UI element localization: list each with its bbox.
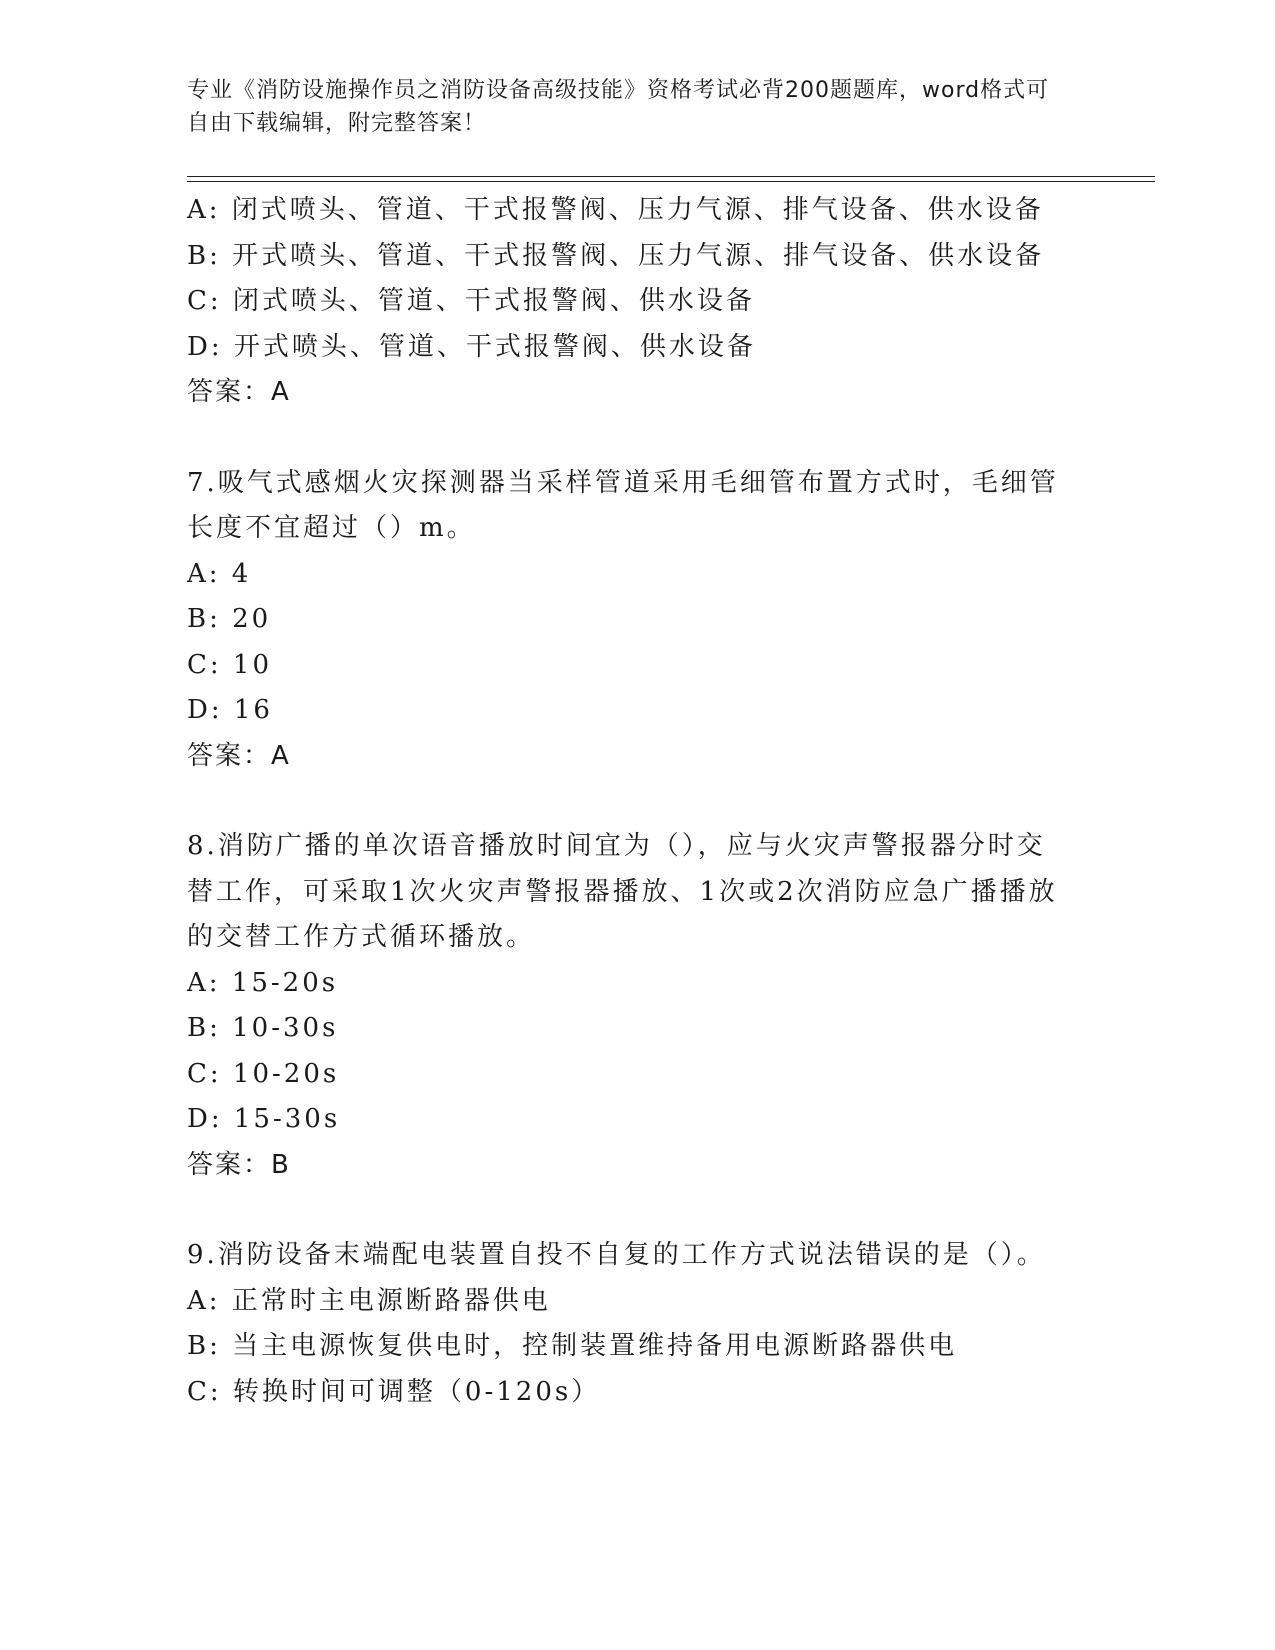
option-b: B: 10-30s <box>187 1013 339 1043</box>
spacer <box>187 1188 1087 1233</box>
question-8 <box>187 824 1087 1188</box>
question-stem-cont: 替工作，可采取1次火灾声警报器播放、1次或2次消防应急广播播放 <box>187 876 1058 907</box>
option-d: D: 15-30s <box>187 1104 341 1134</box>
option-c: C: 闭式喷头、管道、干式报警阀、供水设备 <box>187 286 755 316</box>
question-stem: 7.吸气式感烟火灾探测器当采样管道采用毛细管布置方式时，毛细管 <box>187 467 1059 498</box>
header-divider-top <box>187 176 1155 177</box>
option-d: D: 16 <box>187 695 273 725</box>
question-stem-cont: 长度不宜超过（）m。 <box>187 513 476 543</box>
question-stem-cont: 的交替工作方式循环播放。 <box>187 922 536 952</box>
question-9 <box>187 1233 1087 1415</box>
question-list <box>187 188 1087 1415</box>
option-c: C: 10-20s <box>187 1058 340 1089</box>
option-a: A: 15-20s <box>187 967 339 998</box>
option-b: B: 开式喷头、管道、干式报警阀、压力气源、排气设备、供水设备 <box>187 240 1045 271</box>
spacer <box>187 416 1087 461</box>
option-b: B: 当主电源恢复供电时，控制装置维持备用电源断路器供电 <box>187 1331 958 1361</box>
document-header: 专业《消防设施操作员之消防设备高级技能》资格考试必背200题题库，word格式可自由下载编辑，附完整答案！ <box>187 78 1050 136</box>
option-a: A: 正常时主电源断路器供电 <box>187 1285 551 1316</box>
question-7 <box>187 461 1087 780</box>
answer: 答案：A <box>187 377 291 407</box>
question-stem: 8.消防广播的单次语音播放时间宜为（），应与火灾声警报器分时交 <box>187 831 1046 861</box>
answer: 答案：A <box>187 740 291 771</box>
answer: 答案：B <box>187 1149 291 1180</box>
option-c: C: 10 <box>187 649 273 680</box>
question-stem: 9.消防设备末端配电装置自投不自复的工作方式说法错误的是（）。 <box>187 1240 1046 1270</box>
option-d: D: 开式喷头、管道、干式报警阀、供水设备 <box>187 331 756 362</box>
option-b: B: 20 <box>187 604 272 634</box>
header-divider-bottom <box>187 181 1155 182</box>
option-a: A: 4 <box>187 558 252 589</box>
option-c: C: 转换时间可调整（0-120s） <box>187 1376 601 1407</box>
question-6 <box>187 188 1087 416</box>
spacer <box>187 779 1087 824</box>
option-a: A: 闭式喷头、管道、干式报警阀、压力气源、排气设备、供水设备 <box>187 195 1044 225</box>
